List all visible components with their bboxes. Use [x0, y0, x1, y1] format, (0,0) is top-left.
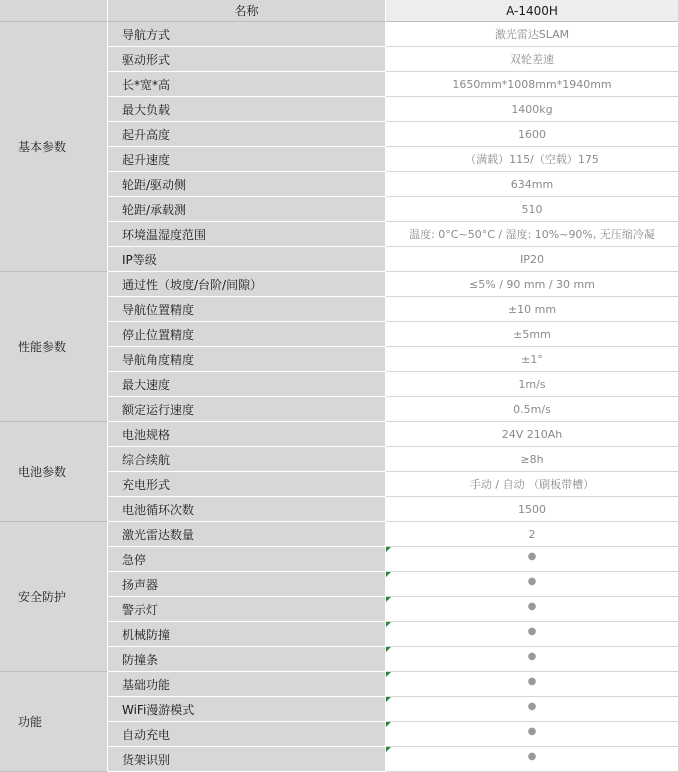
row-value: ≤5% / 90 mm / 30 mm — [469, 277, 595, 291]
supported-bullet-icon: ● — [527, 625, 537, 637]
category-cell[interactable] — [0, 672, 108, 772]
category-label: 功能 — [18, 715, 43, 729]
row-label: 额定运行速度 — [122, 402, 195, 417]
row-value-cell[interactable] — [386, 672, 679, 697]
row-value-cell[interactable] — [386, 22, 679, 47]
row-value: 温度: 0°C~50°C / 湿度: 10%~90%, 无压缩冷凝 — [409, 228, 655, 241]
row-value-cell[interactable] — [386, 147, 679, 172]
row-label: 电池规格 — [122, 427, 171, 442]
header-blank-cell[interactable] — [0, 0, 108, 22]
row-label-cell[interactable] — [108, 147, 386, 172]
row-label: 激光雷达数量 — [122, 527, 195, 542]
row-label: 最大速度 — [122, 377, 171, 392]
row-value-cell[interactable] — [386, 72, 679, 97]
row-label: 防撞条 — [122, 652, 159, 667]
supported-bullet-icon: ● — [527, 650, 537, 662]
row-label-cell[interactable] — [108, 322, 386, 347]
row-label-cell[interactable] — [108, 447, 386, 472]
row-label: IP等级 — [122, 252, 157, 267]
row-label-cell[interactable] — [108, 172, 386, 197]
row-label-cell[interactable] — [108, 572, 386, 597]
row-label: 扬声器 — [122, 577, 159, 592]
cell-note-marker — [386, 647, 391, 652]
row-label-cell[interactable] — [108, 272, 386, 297]
cell-note-marker — [386, 622, 391, 627]
row-label-cell[interactable] — [108, 22, 386, 47]
header-name-cell[interactable] — [108, 0, 386, 22]
row-value-cell[interactable] — [386, 722, 679, 747]
row-label: 起升速度 — [122, 152, 171, 167]
header-name-text: 名称 — [234, 4, 259, 18]
row-value-cell[interactable] — [386, 322, 679, 347]
row-label: 综合续航 — [122, 452, 171, 467]
row-value-cell[interactable] — [386, 472, 679, 497]
category-cell[interactable] — [0, 522, 108, 672]
row-label-cell[interactable] — [108, 397, 386, 422]
supported-bullet-icon: ● — [527, 700, 537, 712]
supported-bullet-icon: ● — [527, 750, 537, 762]
row-label-cell[interactable] — [108, 372, 386, 397]
cell-note-marker — [386, 547, 391, 552]
row-value-cell[interactable] — [386, 697, 679, 722]
row-value-cell[interactable] — [386, 597, 679, 622]
row-label-cell[interactable] — [108, 97, 386, 122]
row-value: 1650mm*1008mm*1940mm — [452, 77, 612, 91]
row-value-cell[interactable] — [386, 647, 679, 672]
row-label: 充电形式 — [122, 477, 171, 492]
row-label-cell[interactable] — [108, 547, 386, 572]
row-value-cell[interactable] — [386, 572, 679, 597]
row-value-cell[interactable] — [386, 172, 679, 197]
cell-note-marker — [386, 597, 391, 602]
row-label: 通过性（坡度/台阶/间隙） — [122, 277, 263, 292]
row-label-cell[interactable] — [108, 422, 386, 447]
row-label-cell[interactable] — [108, 497, 386, 522]
row-value: 激光雷达SLAM — [494, 28, 570, 41]
row-value-cell[interactable] — [386, 422, 679, 447]
row-label-cell[interactable] — [108, 647, 386, 672]
row-label: 急停 — [122, 552, 147, 567]
row-value-cell[interactable] — [386, 497, 679, 522]
row-value: 1600 — [518, 127, 546, 141]
row-value: ≥8h — [520, 452, 544, 466]
category-label: 性能参数 — [18, 340, 67, 354]
row-value: （满载）115/（空载）175 — [465, 153, 599, 166]
cell-note-marker — [386, 722, 391, 727]
cell-note-marker — [386, 697, 391, 702]
row-value-cell[interactable] — [386, 397, 679, 422]
row-value-cell[interactable] — [386, 222, 679, 247]
row-label: 导航方式 — [122, 27, 171, 42]
row-label-cell[interactable] — [108, 47, 386, 72]
row-value: 0.5m/s — [513, 402, 551, 416]
row-label-cell[interactable] — [108, 197, 386, 222]
row-value-cell[interactable] — [386, 247, 679, 272]
supported-bullet-icon: ● — [527, 725, 537, 737]
row-label-cell[interactable] — [108, 297, 386, 322]
row-label-cell[interactable] — [108, 622, 386, 647]
row-label: 警示灯 — [122, 602, 159, 617]
row-label: 长*宽*高 — [122, 77, 171, 92]
category-label: 基本参数 — [18, 140, 67, 154]
row-label-cell[interactable] — [108, 722, 386, 747]
row-label: 轮距/驱动侧 — [122, 177, 187, 192]
row-value-cell[interactable] — [386, 97, 679, 122]
row-label: 机械防撞 — [122, 627, 171, 642]
cell-note-marker — [386, 747, 391, 752]
row-label: 最大负载 — [122, 102, 171, 117]
supported-bullet-icon: ● — [527, 575, 537, 587]
row-label-cell[interactable] — [108, 747, 386, 772]
row-value: 2 — [528, 527, 536, 541]
supported-bullet-icon: ● — [527, 600, 537, 612]
row-value-cell[interactable] — [386, 522, 679, 547]
row-label-cell[interactable] — [108, 72, 386, 97]
row-label: WiFi漫游模式 — [122, 702, 195, 717]
header-model-text: A-1400H — [506, 3, 558, 18]
row-value: 1m/s — [518, 377, 546, 391]
row-label-cell[interactable] — [108, 122, 386, 147]
row-value-cell[interactable] — [386, 47, 679, 72]
category-cell[interactable] — [0, 272, 108, 422]
row-value-cell[interactable] — [386, 622, 679, 647]
cell-note-marker — [386, 572, 391, 577]
row-label: 轮距/承载测 — [122, 202, 187, 217]
row-label-cell[interactable] — [108, 472, 386, 497]
row-value: 1400kg — [511, 102, 553, 116]
row-value: ±1° — [521, 352, 543, 366]
row-label-cell[interactable] — [108, 347, 386, 372]
row-value-cell[interactable] — [386, 347, 679, 372]
row-value: 双轮差速 — [510, 53, 554, 66]
category-cell[interactable] — [0, 22, 108, 272]
row-label: 货架识别 — [122, 752, 171, 767]
row-value-cell[interactable] — [386, 272, 679, 297]
row-value-cell[interactable] — [386, 372, 679, 397]
row-value-cell[interactable] — [386, 297, 679, 322]
row-value-cell[interactable] — [386, 747, 679, 772]
row-label-cell[interactable] — [108, 247, 386, 272]
row-label: 自动充电 — [122, 727, 171, 742]
row-label-cell[interactable] — [108, 597, 386, 622]
category-label: 安全防护 — [18, 590, 67, 604]
category-cell[interactable] — [0, 422, 108, 522]
row-label: 停止位置精度 — [122, 327, 195, 342]
row-label: 起升高度 — [122, 127, 171, 142]
row-label-cell[interactable] — [108, 222, 386, 247]
cell-note-marker — [386, 672, 391, 677]
row-value-cell[interactable] — [386, 447, 679, 472]
row-value: ±5mm — [513, 327, 551, 341]
category-label: 电池参数 — [18, 465, 67, 479]
row-label: 导航角度精度 — [122, 352, 195, 367]
row-label-cell[interactable] — [108, 522, 386, 547]
row-label: 环境温湿度范围 — [122, 227, 207, 242]
row-label: 驱动形式 — [122, 52, 171, 67]
row-value: 634mm — [510, 177, 554, 191]
supported-bullet-icon: ● — [527, 675, 537, 687]
row-value: 24V 210Ah — [501, 427, 563, 441]
row-value-cell[interactable] — [386, 122, 679, 147]
row-label: 导航位置精度 — [122, 302, 195, 317]
row-value: IP20 — [520, 252, 544, 266]
row-value: 手动 / 自动 （刷板带槽） — [469, 478, 595, 491]
header-model-cell[interactable] — [386, 0, 679, 22]
row-value-cell[interactable] — [386, 197, 679, 222]
row-label: 基础功能 — [122, 677, 171, 692]
row-label-cell[interactable] — [108, 672, 386, 697]
row-value: 510 — [521, 202, 543, 216]
row-value-cell[interactable] — [386, 547, 679, 572]
row-label-cell[interactable] — [108, 697, 386, 722]
row-label: 电池循环次数 — [122, 502, 195, 517]
row-value: 1500 — [518, 502, 546, 516]
supported-bullet-icon: ● — [527, 550, 537, 562]
row-value: ±10 mm — [507, 302, 557, 316]
